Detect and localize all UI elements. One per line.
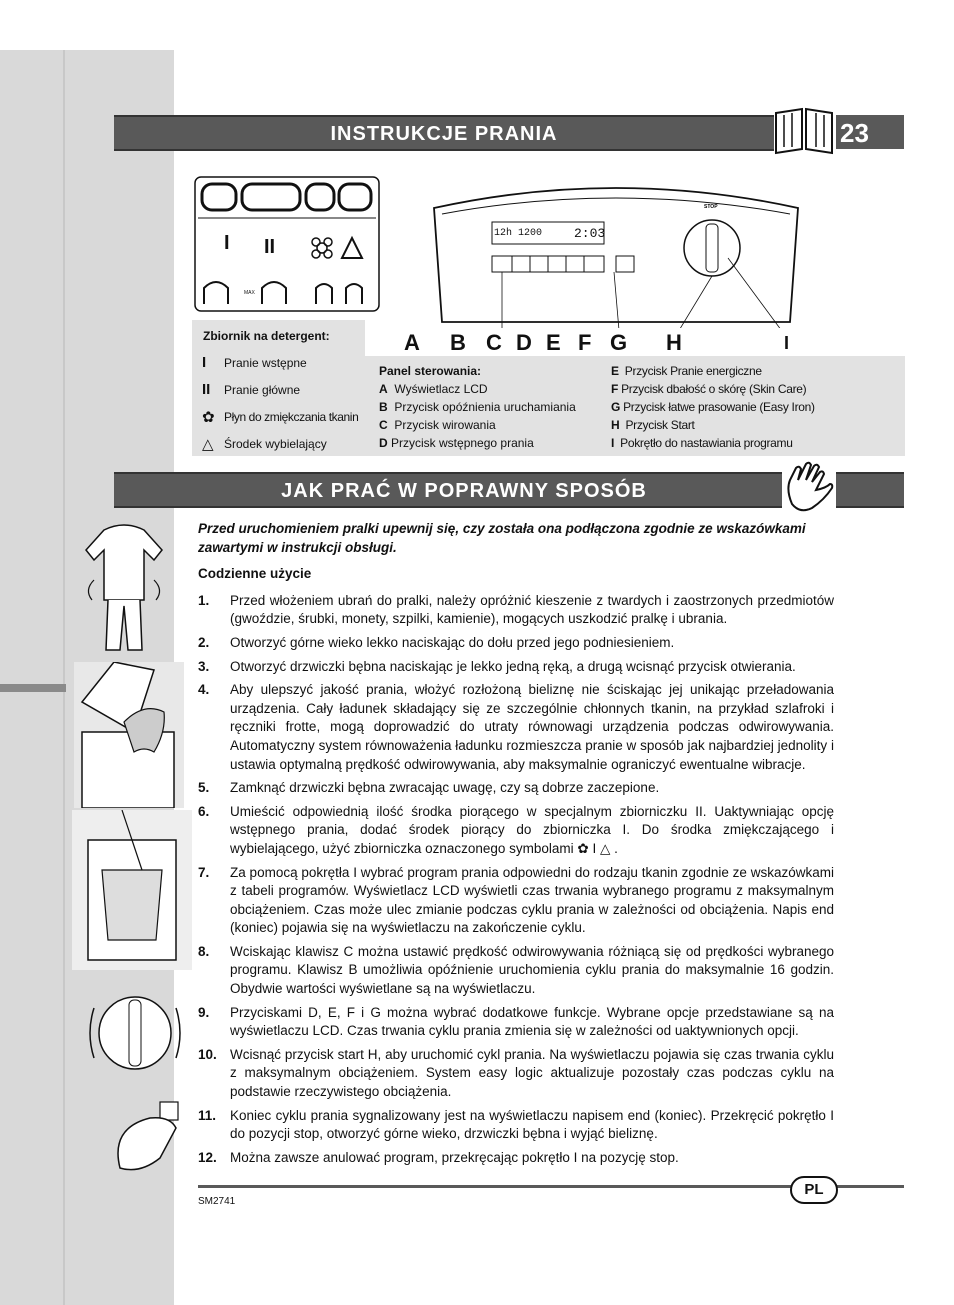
label-G: G (610, 330, 628, 355)
legend-label: Przycisk Pranie energiczne (624, 364, 762, 378)
instructions-text (198, 520, 834, 1172)
label-B: B (450, 330, 466, 355)
list-item (198, 779, 834, 798)
legend-row (202, 430, 364, 457)
legend-row (202, 403, 364, 430)
control-panel-illustration (428, 178, 804, 328)
detergent-drawer-illustration (194, 176, 380, 312)
section-title: INSTRUKCJE PRANIA (330, 123, 558, 145)
legend-key: D (379, 436, 388, 450)
document-code: SM2741 (198, 1196, 236, 1207)
step-text: Wciskając klawisz C można ustawić prędkość odwirowywania różniącą się od prędkości wybranego programu. Klawisz B umożliwia opóźnienie uruchomienia cyklu prania do maksymalnie 16 godzin. Obydwie wartości wyświetlane są na wyświetlaczu. (230, 943, 834, 997)
legend-label: Płyn do zmiękczania tkanin (224, 409, 359, 424)
control-panel-legend (365, 356, 905, 456)
list-item (198, 592, 834, 629)
legend-key: F (611, 382, 619, 396)
dial-stop-label: STOP (704, 204, 718, 210)
label-C: C (486, 330, 502, 355)
legend-label: Przycisk opóźnienia uruchamiania (394, 400, 576, 414)
legend-key: C (379, 418, 388, 432)
label-F: F (578, 330, 592, 355)
max-label: MAX (244, 290, 255, 296)
detergent-legend-title: Zbiornik na detergent: (203, 329, 330, 343)
step-text: Otworzyć drzwiczki bębna naciskając je lekko jedną ręką, a drugą wcisnąć przycisk otwierania. (230, 658, 796, 674)
legend-key: E (611, 364, 619, 378)
side-tab-mark (0, 684, 66, 692)
step-text: Koniec cyklu prania sygnalizowany jest na wyświetlaczu napisem end (koniec). Przekręcić pokrętło I do pozycji stop, otworzyć górne wieko, drzwiczki bębna i wyjąć bieliznę. (230, 1107, 834, 1142)
page-number: 23 (836, 115, 904, 149)
label-A: A (404, 330, 420, 355)
section-header-bar (114, 115, 774, 151)
step-number: 4. (198, 682, 210, 698)
step-text: Przyciskami D, E, F i G można wybrać dodatkowe funkcje. Wybrane opcje przedstawiane są na wyświetlaczu LCD. Czas trwania cyklu prania zmienia się w zależności od uaktywnionych opcji. (230, 1004, 834, 1039)
legend-row (202, 376, 364, 403)
step-text: Aby ulepszyć jakość prania, włożyć rozłożoną bieliznę nie ściskając jej unikając przeładowania urządzenia. Cały ładunek składający się ze szczególnie chłonnych tkanin, na przykład szlafroki i ręczniki frotte, mogą doprowadzić do utraty równowagi urządzenia podczas odwirowywania. Automatyczny system równoważenia ładunku rozmieszcza pranie w sposób jak najbardziej jednolity i ustawia optymalną prędkość odwirowywania, aby maksymalnie ograniczyć ewentualne wibracje. (230, 682, 834, 772)
intro-text: Przed uruchomieniem pralki upewnij się, czy została ona podłączona zgodnie ze wskazówkami zawartymi w instrukcji obsługi. (198, 521, 806, 555)
lcd-left-readout: 12h 1200 (494, 228, 543, 239)
legend-label: Wyświetlacz LCD (394, 382, 488, 396)
legend-label: Przycisk Start (625, 418, 695, 432)
legend-label: Pranie wstępne (224, 355, 307, 370)
step-number: 1. (198, 592, 210, 608)
list-item (198, 1046, 834, 1102)
list-item (198, 634, 834, 653)
control-panel-title: Panel sterowania: (379, 364, 482, 378)
legend-key: G (611, 400, 621, 414)
dial-start-illustration (80, 978, 190, 1178)
step-number: 11. (198, 1107, 217, 1123)
label-I: I (784, 333, 790, 353)
bleach-icon: △ (202, 435, 214, 453)
drawer-mark-mainwash: II (264, 236, 276, 258)
step-number: 10. (198, 1046, 217, 1062)
step-text: Za pomocą pokrętła I wybrać program prania odpowiedni do rodzaju tkanin zgodnie ze wskazówkami z tabeli programów. Wyświetlacz LCD wyświetli czas trwania wybranego programu z maksymalnym obciążeniem. Czas może ulec zmianie podczas cyklu prania w zależności od obciążenia. Napis end (koniec) pojawia się na wyświetlaczu na zakończenie cyklu. (230, 864, 834, 936)
detergent-legend (192, 320, 365, 456)
detergent-fill-illustration (72, 810, 192, 970)
legend-label: Przycisk łatwe prasowanie (Easy Iron) (623, 400, 815, 414)
section-title: JAK PRAĆ W POPRAWNY SPOSÓB (281, 480, 647, 502)
list-item (198, 1004, 834, 1041)
legend-key: I (611, 436, 615, 450)
label-D: D (516, 330, 532, 355)
step-number: 3. (198, 658, 210, 674)
mainwash-symbol: II (202, 381, 211, 398)
step-text: Przed włożeniem ubrań do pralki, należy opróżnić kieszenie z twardych i zaostrzonych przedmiotów (gwoździe, śrubki, monety, szpilki, kamienie), mogących uszkodzić pralkę i ubrania. (230, 592, 834, 627)
legend-label: Przycisk wstępnego prania (391, 436, 534, 450)
list-item (198, 681, 834, 774)
label-H: H (666, 330, 682, 355)
list-item (198, 1107, 834, 1144)
list-item (198, 1149, 834, 1168)
book-icon (772, 103, 836, 155)
legend-label: Pokrętło do nastawiania programu (620, 436, 793, 450)
step-number: 2. (198, 634, 210, 650)
legend-label: Przycisk wirowania (394, 418, 496, 432)
legend-label: Środek wybielający (224, 436, 327, 451)
step-number: 8. (198, 943, 210, 959)
top-margin (0, 0, 954, 50)
legend-key: H (611, 418, 620, 432)
subtitle: Codzienne użycie (198, 566, 312, 582)
list-item (198, 943, 834, 999)
softener-icon: ✿ (202, 408, 215, 426)
label-E: E (546, 330, 561, 355)
lcd-right-readout: 2:03 (574, 226, 606, 241)
prewash-symbol: I (202, 354, 207, 371)
legend-label: Przycisk dbałość o skórę (Skin Care) (621, 382, 807, 396)
language-badge: PL (790, 1176, 838, 1204)
shirt-pockets-illustration (74, 520, 174, 660)
hand-icon (782, 460, 836, 516)
machine-load-illustration (74, 662, 184, 808)
step-text: Wcisnąć przycisk start H, aby uruchomić cykl prania. Na wyświetlaczu pojawia się czas trwania cyklu z maksymalnym obciążeniem. System easy logic aktualizuje pozostały czas podczas cyklu na podstawie rzeczywistego obciążenia. (230, 1046, 834, 1100)
list-item (198, 803, 834, 859)
step-text: Można zawsze anulować program, przekręcając pokrętło I na pozycję stop. (230, 1149, 679, 1165)
step-number: 9. (198, 1004, 210, 1020)
step-number: 7. (198, 864, 210, 880)
list-item (198, 658, 834, 677)
step-text: Zamknąć drzwiczki bębna zwracając uwagę, czy są dobrze zaczepione. (230, 780, 660, 796)
list-item (198, 864, 834, 938)
step-number: 6. (198, 803, 210, 819)
legend-key: B (379, 400, 388, 414)
legend-row (202, 349, 364, 376)
step-text: Otworzyć górne wieko lekko naciskając do dołu przed jego podniesieniem. (230, 634, 675, 650)
margin-divider (63, 48, 65, 1305)
step-text: Umieścić odpowiednią ilość środka piorącego w specjalnym zbiorniczku II. Uaktywniając opcję wstępnego prania, dodać środek piorący do zbiorniczka I. Do środka zmiękczającego i wybielającego, użyć zbiorniczka oznaczonego symbolami ✿ I △ . (230, 803, 834, 856)
step-number: 12. (198, 1149, 217, 1165)
drawer-mark-prewash: I (224, 232, 230, 254)
legend-label: Pranie główne (224, 382, 301, 397)
legend-key: A (379, 382, 388, 396)
step-number: 5. (198, 780, 210, 796)
